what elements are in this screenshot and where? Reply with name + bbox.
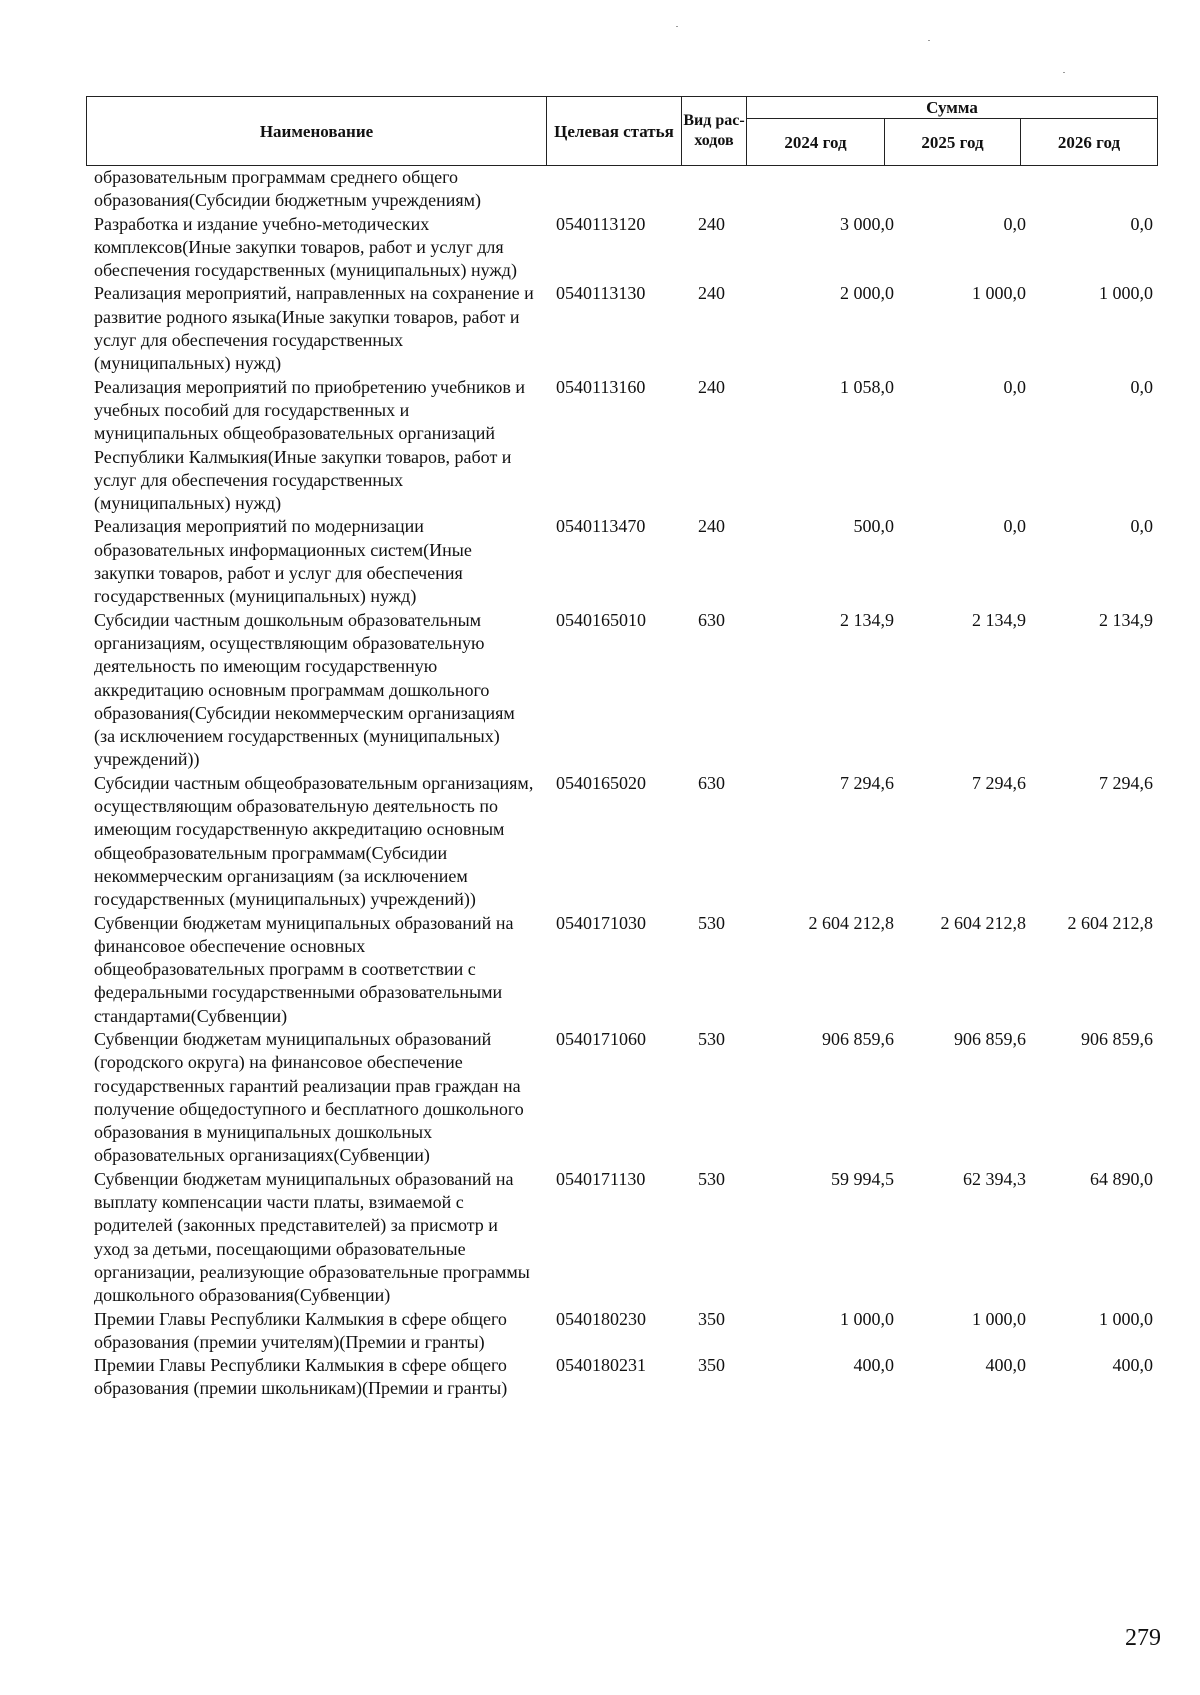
row-target-code: 0540113160: [556, 376, 646, 397]
header-expense-type: Вид рас-ходов: [682, 97, 747, 166]
row-name: Реализация мероприятий по приобретению учебников и учебных пособий для государственных и муниципальных общеобразовательных организаций Республики Калмыкия(Иные закупки товаров, работ и услуг для обеспечения государственных (муниципальных) нужд): [94, 376, 525, 514]
row-value-2025: 0,0: [1003, 376, 1026, 397]
header-sum: Сумма: [747, 97, 1158, 119]
row-value-2024: 3 000,0: [840, 213, 894, 234]
table-row: [86, 912, 1157, 1028]
row-value-2025: 1 000,0: [972, 1308, 1026, 1329]
row-value-2024: 59 994,5: [831, 1168, 894, 1189]
row-target-code: 0540171130: [556, 1168, 646, 1189]
row-value-2024: 7 294,6: [840, 772, 894, 793]
scan-speck: [676, 26, 678, 27]
row-expense-type: 530: [698, 1168, 725, 1189]
row-name: Реализация мероприятий, направленных на сохранение и развитие родного языка(Иные закупки товаров, работ и услуг для обеспечения государственных (муниципальных) нужд): [94, 283, 534, 374]
row-value-2025: 2 604 212,8: [940, 912, 1026, 933]
row-value-2025: 62 394,3: [963, 1168, 1026, 1189]
row-target-code: 0540180230: [556, 1308, 646, 1329]
row-name: Субсидии частным дошкольным образовательным организациям, осуществляющим образовательную деятельность по имеющим государственную аккредитацию основным программам дошкольного образования(Субсидии некоммерческим организациям (за исключением государственных (муниципальных) учреждений)): [94, 609, 515, 770]
row-value-2024: 906 859,6: [822, 1028, 894, 1049]
row-value-2025: 2 134,9: [972, 609, 1026, 630]
row-value-2026: 400,0: [1112, 1355, 1153, 1376]
row-value-2026: 1 000,0: [1099, 1308, 1153, 1329]
row-name: Премии Главы Республики Калмыкия в сфере общего образования (премии учителям)(Премии и гранты): [94, 1308, 507, 1352]
table-row: [86, 609, 1157, 772]
row-name: Субвенции бюджетам муниципальных образований на выплату компенсации части платы, взимаемой с родителей (законных представителей) за присмотр и уход за детьми, посещающими образовательные организации, реализующие образовательные программы дошкольного образования(Субвенции): [94, 1168, 530, 1306]
row-name: Субвенции бюджетам муниципальных образований (городского округа) на финансовое обеспечение государственных гарантий реализации прав граждан на получение общедоступного и бесплатного дошкольного образования в муниципальных дошкольных образовательных организациях(Субвенции): [94, 1028, 524, 1166]
page-number: 279: [1125, 1625, 1161, 1651]
row-name: Субсидии частным общеобразовательным организациям, осуществляющим образовательную деятельность по имеющим государственную аккредитацию основным общеобразовательным программам(Субсидии некоммерческим организациям (за исключением государственных (муниципальных) учреждений)): [94, 772, 534, 910]
table-row: [86, 772, 1157, 912]
row-name: Реализация мероприятий по модернизации образовательных информационных систем(Иные закупки товаров, работ и услуг для обеспечения государственных (муниципальных) нужд): [94, 516, 472, 607]
row-value-2025: 1 000,0: [972, 283, 1026, 304]
row-value-2026: 0,0: [1130, 516, 1153, 537]
scan-speck: [928, 40, 930, 41]
row-value-2026: 0,0: [1130, 376, 1153, 397]
table-row: [86, 213, 1157, 283]
row-expense-type: 530: [698, 1028, 725, 1049]
row-expense-type: 240: [698, 516, 725, 537]
row-expense-type: 350: [698, 1355, 725, 1376]
row-value-2026: 2 604 212,8: [1067, 912, 1153, 933]
row-value-2024: 400,0: [853, 1355, 894, 1376]
row-value-2026: 1 000,0: [1099, 283, 1153, 304]
row-value-2024: 1 058,0: [840, 376, 894, 397]
table-row: [86, 1028, 1157, 1168]
row-expense-type: 350: [698, 1308, 725, 1329]
header-2025: 2025 год: [885, 119, 1021, 166]
table-row: [86, 282, 1157, 375]
header-name: Наименование: [87, 97, 547, 166]
row-value-2026: 2 134,9: [1099, 609, 1153, 630]
row-target-code: 0540165010: [556, 609, 646, 630]
row-value-2024: 2 000,0: [840, 283, 894, 304]
table-row: [86, 1308, 1157, 1355]
table-header: [86, 96, 1157, 166]
row-value-2025: 0,0: [1003, 516, 1026, 537]
row-target-code: 0540113130: [556, 283, 646, 304]
row-expense-type: 530: [698, 912, 725, 933]
table-row: [86, 166, 1157, 213]
row-target-code: 0540171060: [556, 1028, 646, 1049]
row-expense-type: 240: [698, 213, 725, 234]
row-value-2024: 2 604 212,8: [808, 912, 894, 933]
row-value-2025: 0,0: [1003, 213, 1026, 234]
row-target-code: 0540171030: [556, 912, 646, 933]
row-target-code: 0540113470: [556, 516, 646, 537]
table-row: [86, 515, 1157, 608]
row-target-code: 0540113120: [556, 213, 646, 234]
row-name: образовательным программам среднего общего образования(Субсидии бюджетным учреждениям): [94, 167, 482, 211]
row-value-2026: 64 890,0: [1090, 1168, 1153, 1189]
row-value-2025: 906 859,6: [954, 1028, 1026, 1049]
scan-speck: [1063, 72, 1065, 73]
row-expense-type: 240: [698, 283, 725, 304]
row-value-2024: 500,0: [853, 516, 894, 537]
header-2026: 2026 год: [1021, 119, 1158, 166]
table-row: [86, 1354, 1157, 1401]
row-target-code: 0540180231: [556, 1355, 646, 1376]
row-expense-type: 630: [698, 609, 725, 630]
header-target-article: Целевая статья: [547, 97, 682, 166]
row-name: Премии Главы Республики Калмыкия в сфере общего образования (премии школьникам)(Премии и гранты): [94, 1355, 508, 1399]
row-value-2025: 7 294,6: [972, 772, 1026, 793]
row-value-2024: 2 134,9: [840, 609, 894, 630]
table-row: [86, 1168, 1157, 1308]
row-name: Субвенции бюджетам муниципальных образований на финансовое обеспечение основных общеобразовательных программ в соответствии с федеральными государственными образовательными стандартами(Субвенции): [94, 912, 514, 1026]
table-row: [86, 376, 1157, 516]
row-value-2026: 7 294,6: [1099, 772, 1153, 793]
row-value-2024: 1 000,0: [840, 1308, 894, 1329]
row-value-2025: 400,0: [985, 1355, 1026, 1376]
row-value-2026: 0,0: [1130, 213, 1153, 234]
row-target-code: 0540165020: [556, 772, 646, 793]
row-expense-type: 630: [698, 772, 725, 793]
row-name: Разработка и издание учебно-методических комплексов(Иные закупки товаров, работ и услуг для обеспечения государственных (муниципальных) нужд): [94, 213, 517, 281]
header-2024: 2024 год: [747, 119, 885, 166]
row-expense-type: 240: [698, 376, 725, 397]
table-body: [86, 166, 1157, 1401]
row-value-2026: 906 859,6: [1081, 1028, 1153, 1049]
